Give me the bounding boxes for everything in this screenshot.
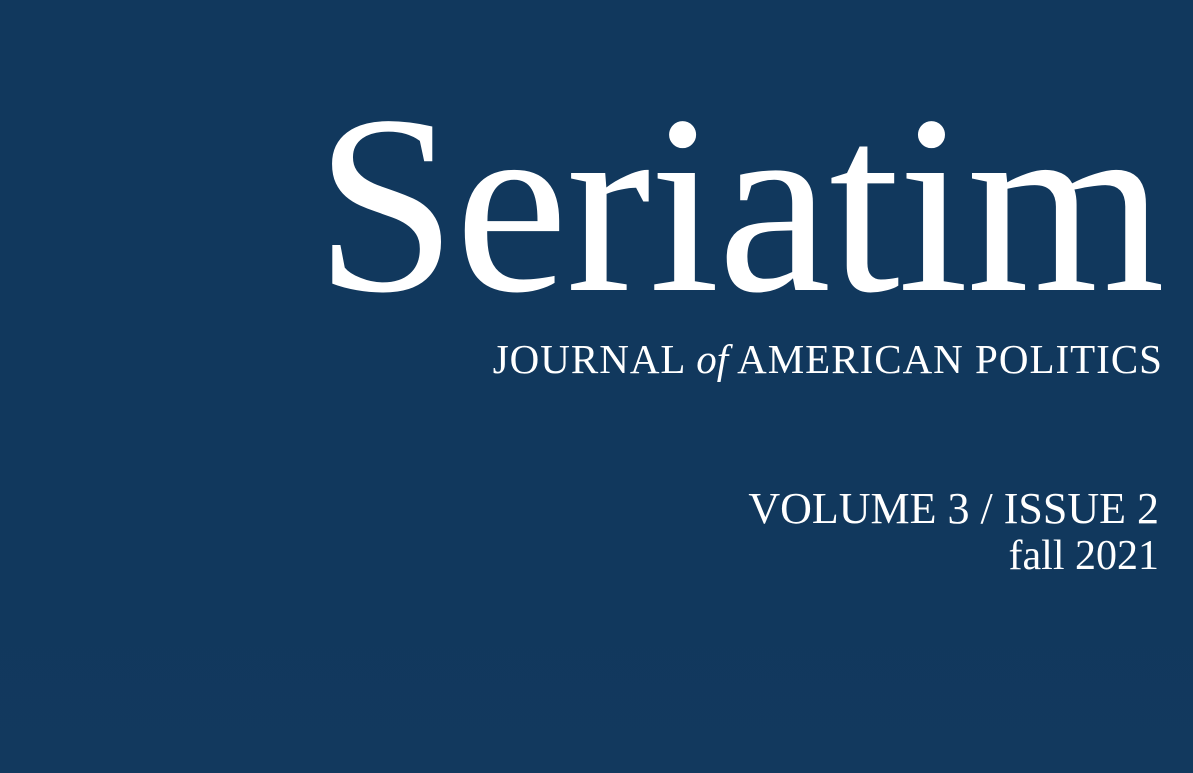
volume-issue-label: VOLUME 3 / ISSUE 2 <box>748 484 1159 533</box>
issue-info <box>748 486 1159 580</box>
journal-title: Seriatim <box>315 64 1163 346</box>
subtitle-prefix: JOURNAL <box>492 336 685 382</box>
subtitle-suffix: AMERICAN POLITICS <box>737 336 1163 382</box>
season-label: fall 2021 <box>1008 533 1159 579</box>
subtitle-connector: of <box>696 336 729 382</box>
journal-subtitle <box>0 337 1163 381</box>
masthead <box>0 64 1163 382</box>
